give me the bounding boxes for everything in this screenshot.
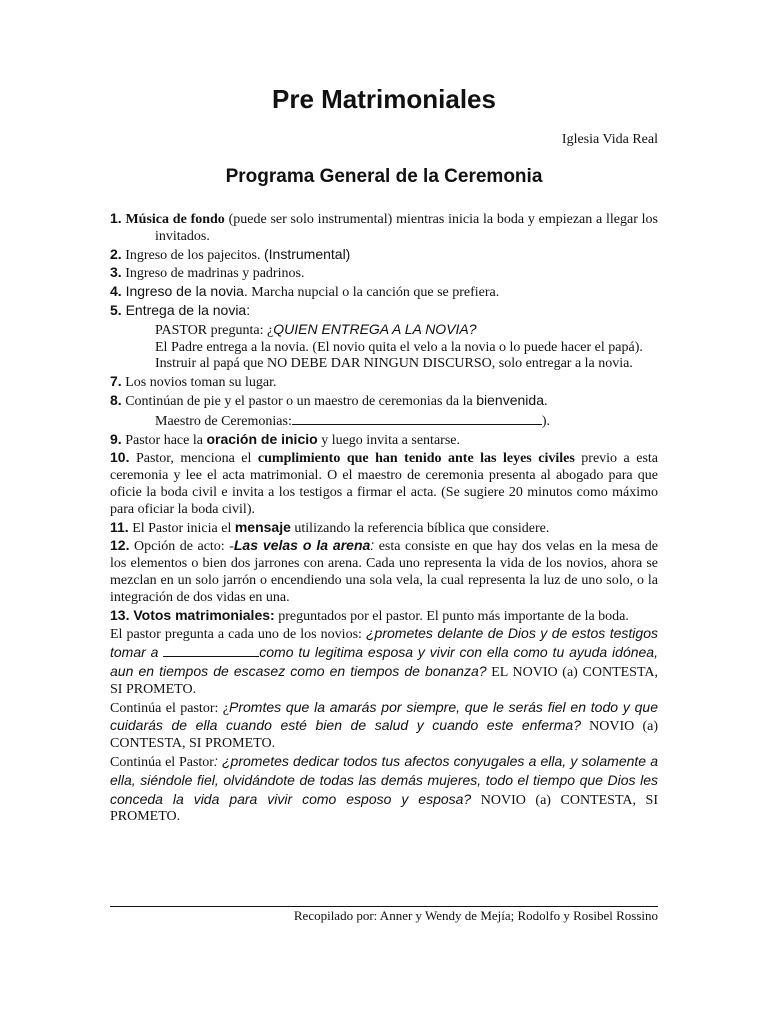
spouse-name-blank bbox=[163, 644, 259, 657]
program-item-11: 11. El Pastor inicia el mensaje utilizando la referencia bíblica que considere. bbox=[110, 518, 550, 536]
program-item-3: 3. Ingreso de madrinas y padrinos. bbox=[110, 264, 305, 282]
program-item-8-mc: Maestro de Ceremonias: ). bbox=[110, 411, 658, 431]
program-item-5-instruction: Instruir al papá que NO DEBE DAR NINGUN DISCURSO, solo entregar a la novia. bbox=[155, 356, 633, 372]
mc-name-blank bbox=[292, 411, 542, 425]
vow-question-1: El pastor pregunta a cada uno de los novios: ¿prometes delante de Dios y de estos testigos tomar a como tu legitima esposa y vivir con ella como tu ayuda idónea, aun en tiempos de escasez como en tiempos de bonanza? EL NOVIO (a) CONTESTA, SI PROMETO. bbox=[110, 625, 658, 697]
program-item-5-question: PASTOR pregunta: ¿QUIEN ENTREGA A LA NOVIA? bbox=[155, 320, 477, 338]
program-item-13: 13. Votos matrimoniales: preguntados por el pastor. El punto más importante de la boda. bbox=[110, 606, 629, 624]
program-item-8: 8. Continúan de pie y el pastor o un maestro de ceremonias da la bienvenida. bbox=[110, 391, 548, 409]
vow-question-2: Continúa el pastor: ¿Promtes que la amarás por siempre, que le serás fiel en todo y que cuidarás de ella cuando esté bien de salud y cuando este enferma? NOVIO (a) CONTESTA, SI PROMETO. bbox=[110, 698, 658, 752]
footer-credits: Recopilado por: Anner y Wendy de Mejía; Rodolfo y Rosibel Rossino bbox=[293, 908, 658, 923]
program-item-12: 12. Opción de acto: -Las velas o la arena: esta consiste en que hay dos velas en la mesa de los elementos o bien dos jarrones con arena. Cada uno representa la vida de los novios, ahora se mezclan en un solo jarrón o encendiendo una sola vela, la cual representa la luz de uno solo, o la integración de dos vidas en una. bbox=[110, 537, 658, 605]
document-title: Pre Matrimoniales bbox=[272, 84, 496, 114]
program-item-2: 2. Ingreso de los pajecitos. (Instrumental) bbox=[110, 245, 351, 263]
program-item-7: 7. Los novios toman su lugar. bbox=[110, 373, 277, 391]
program-item-5-note: El Padre entrega a la novia. (El novio quita el velo a la novia o lo puede hacer el papá). bbox=[155, 339, 643, 355]
church-name: Iglesia Vida Real bbox=[561, 132, 658, 147]
ceremony-program bbox=[110, 210, 658, 826]
program-item-1: 1. Música de fondo (puede ser solo instrumental) mientras inicia la boda y empiezan a llegar los invitados. bbox=[110, 210, 658, 244]
program-item-9: 9. Pastor hace la oración de inicio y luego invita a sentarse. bbox=[110, 430, 460, 448]
document-subtitle: Programa General de la Ceremonia bbox=[225, 166, 543, 187]
program-item-4: 4. Ingreso de la novia. Marcha nupcial o la canción que se prefiera. bbox=[110, 283, 500, 301]
vow-question-3: Continúa el Pastor: ¿prometes dedicar todos tus afectos conyugales a ella, y solamente a ella, siéndole fiel, olvidándote de todas las demás mujeres, todo el tiempo que Dios les conceda la vida para vivir como esposo y esposa? NOVIO (a) CONTESTA, SI PROMETO. bbox=[110, 752, 658, 825]
footer-divider bbox=[110, 906, 658, 907]
program-item-5: 5. Entrega de la novia: bbox=[110, 301, 251, 318]
program-item-10: 10. Pastor, menciona el cumplimiento que han tenido ante las leyes civiles previo a esta ceremonia y lee el acta matrimonial. O el maestro de ceremonia presenta al abogado para que oficie la boda civil e invita a los testigos a firmar el acta. (Se sugiere 20 minutos como máximo para oficiar la boda civil). bbox=[110, 449, 659, 517]
